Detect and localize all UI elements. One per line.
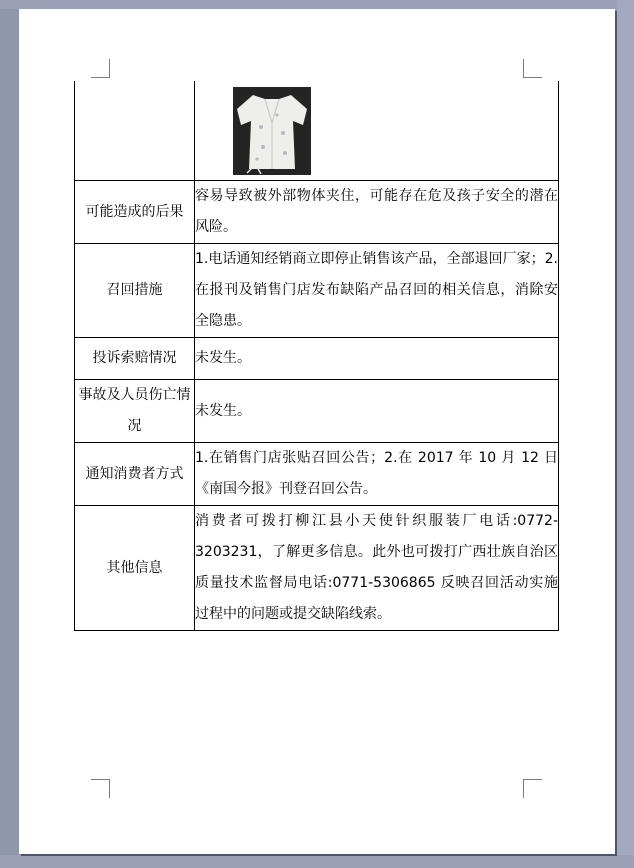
row-value: 未发生。 xyxy=(195,338,559,380)
row-label: 召回措施 xyxy=(75,244,195,338)
window-right-edge xyxy=(617,0,634,868)
row-label: 事故及人员伤亡情况 xyxy=(75,380,195,443)
table-row xyxy=(75,380,559,443)
window-top-edge xyxy=(0,0,634,9)
row-value: 未发生。 xyxy=(195,380,559,443)
table-row xyxy=(75,338,559,380)
table-row xyxy=(75,81,559,181)
row-value: 1.电话通知经销商立即停止销售该产品，全部退回厂家；2.在报刊及销售门店发布缺陷产品召回的相关信息，消除安全隐患。 xyxy=(195,244,559,338)
table-row xyxy=(75,244,559,338)
margin-mark-bottom-left xyxy=(91,779,110,798)
margin-mark-top-left xyxy=(91,59,110,78)
row-value: 容易导致被外部物体夹住，可能存在危及孩子安全的潜在风险。 xyxy=(195,181,559,244)
margin-mark-bottom-right xyxy=(523,779,542,798)
recall-info-table xyxy=(74,81,559,631)
row-label: 可能造成的后果 xyxy=(75,181,195,244)
baby-garment-photo xyxy=(233,87,311,175)
row-value: 1.在销售门店张贴召回公告；2.在 2017 年 10 月 12 日《南国今报》刊登召回公告。 xyxy=(195,443,559,506)
table-row xyxy=(75,506,559,631)
row-label: 通知消费者方式 xyxy=(75,443,195,506)
row-label: 其他信息 xyxy=(75,506,195,631)
window-bottom-edge xyxy=(0,855,634,868)
row-value xyxy=(195,81,559,181)
table-row xyxy=(75,443,559,506)
table-row xyxy=(75,181,559,244)
row-label: 投诉索赔情况 xyxy=(75,338,195,380)
margin-mark-top-right xyxy=(523,59,542,78)
row-label xyxy=(75,81,195,181)
document-page xyxy=(19,9,615,854)
row-value: 消费者可拨打柳江县小天使针织服装厂电话:0772-3203231，了解更多信息。此外也可拨打广西壮族自治区质量技术监督局电话:0771-5306865 反映召回活动实施过程中的问题或提交缺陷线索。 xyxy=(195,506,559,631)
